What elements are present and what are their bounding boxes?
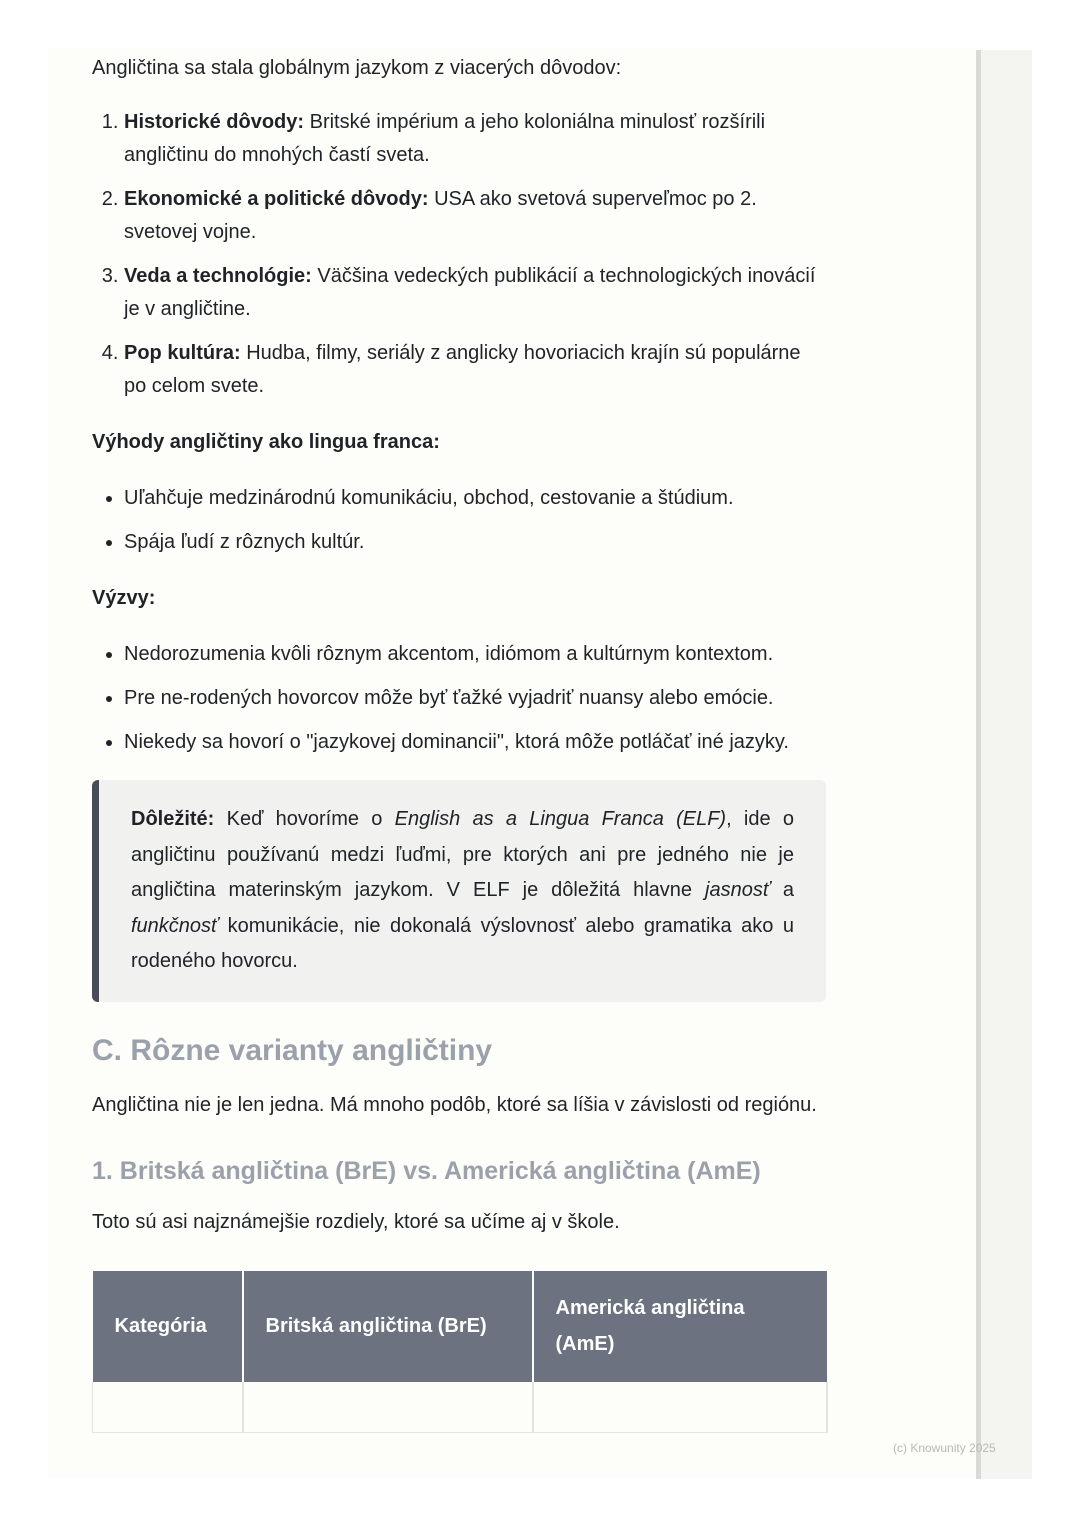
callout-emphasis: jasnosť: [705, 879, 770, 901]
table-cell: [93, 1382, 243, 1433]
list-item: • Nedorozumenia kvôli rôznym akcentom, idiómom a kultúrnym kontextom.: [124, 638, 826, 671]
list-item: • Spája ľudí z rôznych kultúr.: [124, 526, 826, 559]
table-header-cell: Kategória: [93, 1271, 243, 1382]
table-cell: [533, 1382, 827, 1433]
section-c-paragraph: Angličtina nie je len jedna. Má mnoho podôb, ktoré sa líšia v závislosti od regiónu.: [92, 1093, 817, 1116]
advantages-heading: Výhody angličtiny ako lingua franca:: [92, 431, 440, 453]
table-header-row: [93, 1271, 827, 1382]
callout-emphasis: English as a Lingua Franca (ELF): [394, 808, 727, 830]
list-item: • Niekedy sa hovorí o "jazykovej dominancii", ktorá môže potláčať iné jazyky.: [124, 726, 826, 759]
watermark: (c) Knowunity 2025: [893, 1441, 996, 1455]
intro-paragraph: Angličtina sa stala globálnym jazykom z viacerých dôvodov:: [92, 57, 622, 79]
subsection-1-heading: 1. Britská angličtina (BrE) vs. Americká angličtina (AmE): [92, 1157, 761, 1185]
table-cell: [243, 1382, 533, 1433]
callout-label: Dôležité:: [131, 808, 215, 830]
section-c-heading: C. Rôzne varianty angličtiny: [92, 1033, 493, 1067]
list-item: [124, 106, 826, 172]
table-header-cell: Americká angličtina (AmE): [533, 1271, 827, 1382]
table-row: [93, 1382, 827, 1433]
comparison-table: [92, 1271, 828, 1433]
challenges-list: [92, 638, 826, 759]
advantages-list: [92, 482, 826, 559]
list-item: [124, 337, 826, 403]
important-callout: [92, 780, 826, 1002]
callout-emphasis: funkčnosť: [131, 914, 219, 937]
list-item: [124, 183, 826, 249]
list-item-title: Veda a technológie:: [124, 265, 312, 287]
document-content: [92, 52, 826, 1433]
subsection-1-paragraph: Toto sú asi najznámejšie rozdiely, ktoré sa učíme aj v škole.: [92, 1211, 620, 1233]
scrollbar-thumb[interactable]: [976, 50, 981, 1479]
list-item: [124, 260, 826, 326]
callout-text: , ide o angličtinu používanú medzi ľuďmi, pre ktorých ani pre jedného nie je angličtina materinským jazykom. V ELF je dôležitá hlavne: [131, 808, 794, 901]
list-item-title: Pop kultúra:: [124, 342, 241, 364]
list-item-text: USA ako svetová superveľmoc po 2. svetovej vojne.: [124, 188, 757, 243]
callout-text: a: [769, 879, 795, 901]
list-item: • Pre ne-rodených hovorcov môže byť ťažké vyjadriť nuansy alebo emócie.: [124, 682, 826, 715]
callout-text: Keď hovoríme o: [214, 808, 395, 830]
list-item-text: Britské impérium a jeho koloniálna minulosť rozšírili angličtinu do mnohých častí sveta.: [124, 111, 766, 166]
list-item-text: Hudba, filmy, seriály z anglicky hovoriacich krajín sú populárne po celom svete.: [124, 342, 801, 397]
list-item-title: Historické dôvody:: [124, 111, 305, 133]
list-item-text: Väčšina vedeckých publikácií a technologických inovácií je v angličtine.: [124, 265, 816, 320]
list-item: • Uľahčuje medzinárodnú komunikáciu, obchod, cestovanie a štúdium.: [124, 482, 826, 515]
challenges-heading: Výzvy:: [92, 587, 156, 609]
table-header-cell: Britská angličtina (BrE): [243, 1271, 533, 1382]
list-item-title: Ekonomické a politické dôvody:: [124, 188, 429, 210]
reasons-list: [92, 106, 826, 403]
scrollbar-track[interactable]: [976, 50, 1032, 1479]
callout-text: komunikácie, nie dokonalá výslovnosť alebo gramatika ako u rodeného hovorcu.: [131, 914, 794, 972]
